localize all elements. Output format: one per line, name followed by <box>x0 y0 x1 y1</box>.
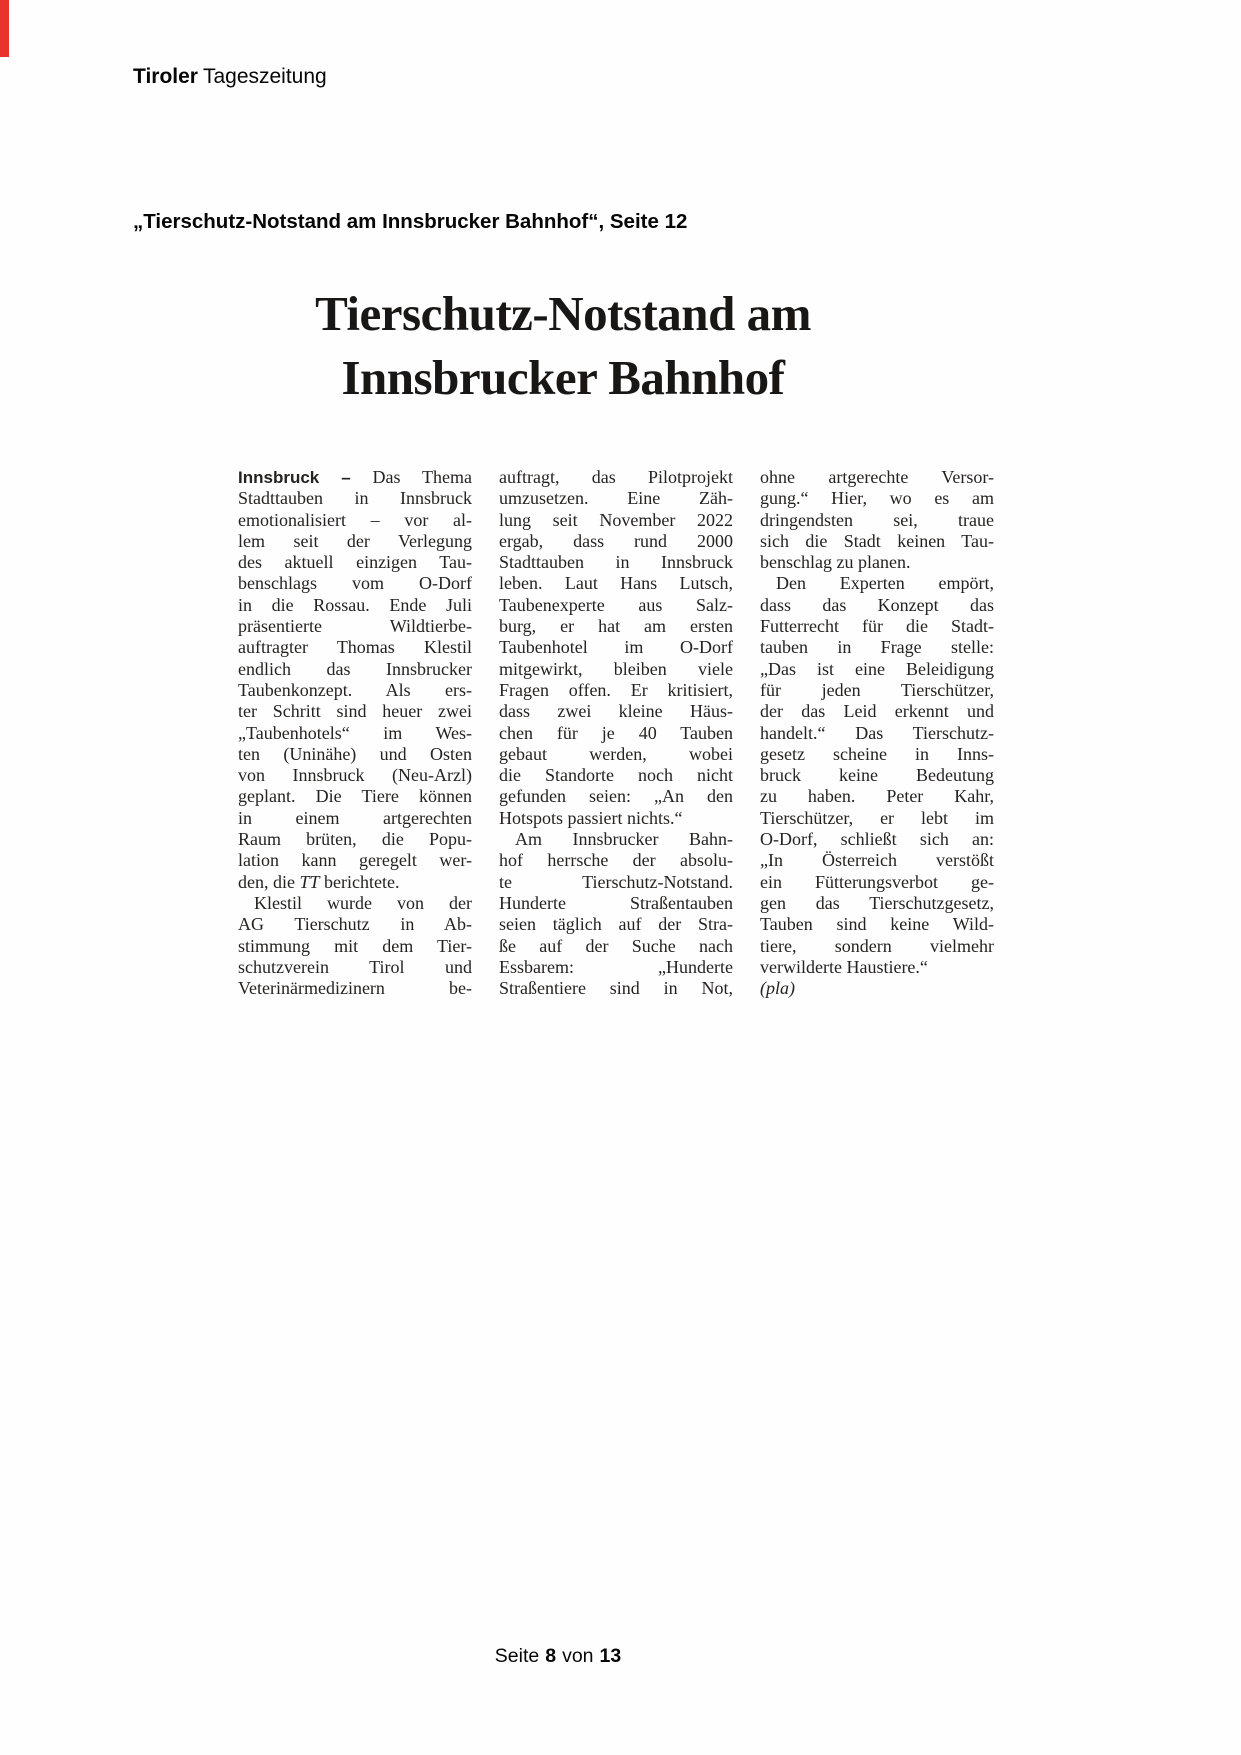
article-line: benschlags vom O-Dorf <box>238 573 472 594</box>
article-line: gefunden seien: „An den <box>499 786 733 807</box>
article-line: dringendsten sei, traue <box>760 509 994 530</box>
article-line: Den Experten empört, <box>776 573 994 594</box>
article-line: ter Schritt sind heuer zwei <box>238 701 472 722</box>
footer-page-indicator <box>0 1645 1116 1668</box>
article-line: te Tierschutz-Notstand. <box>499 871 733 892</box>
article-line: gen das Tierschutzgesetz, <box>760 892 994 913</box>
article-line: zu haben. Peter Kahr, <box>760 786 994 807</box>
masthead-brand-regular: Tageszeitung <box>202 65 327 88</box>
article-line: auftragter Thomas Klestil <box>238 637 472 658</box>
headline-line-1: Tierschutz-Notstand am <box>315 286 811 341</box>
article-line: AG Tierschutz in Ab- <box>238 914 472 935</box>
article-line: der das Leid erkennt und <box>760 701 994 722</box>
article-line: handelt.“ Das Tierschutz- <box>760 722 994 743</box>
footer-label-von: von <box>562 1645 594 1667</box>
article-line: Raum brüten, die Popu- <box>238 829 472 850</box>
article-line: stimmung mit dem Tier- <box>238 935 472 956</box>
article-line: leben. Laut Hans Lutsch, <box>499 573 733 594</box>
article-reference-line: „Tierschutz-Notstand am Innsbrucker Bahnhof“, Seite 12 <box>133 210 688 233</box>
article-line: dass das Konzept das <box>760 594 994 615</box>
article-line: burg, er hat am ersten <box>499 616 733 637</box>
footer-page-number: 8 <box>545 1645 557 1667</box>
article-line: „In Österreich verstößt <box>760 850 994 871</box>
article-line: Tierschützer, er lebt im <box>760 807 994 828</box>
article-line: Hunderte Straßentauben <box>499 892 733 913</box>
article-column <box>499 467 733 999</box>
article-line: Innsbruck – Das Thema <box>238 467 472 487</box>
masthead <box>133 64 327 90</box>
headline-line-2: Innsbrucker Bahnhof <box>341 350 785 405</box>
red-edge-mark <box>0 0 9 57</box>
article-column <box>238 467 472 999</box>
footer-total-pages: 13 <box>599 1645 622 1667</box>
article-line: gung.“ Hier, wo es am <box>760 488 994 509</box>
article-line: gebaut werden, wobei <box>499 743 733 764</box>
article-line: verwilderte Haustiere.“ <box>760 956 928 977</box>
article-line: dass zwei kleine Häus- <box>499 701 733 722</box>
article-line: von Innsbruck (Neu-Arzl) <box>238 765 472 786</box>
article-line: seien täglich auf der Stra- <box>499 914 733 935</box>
masthead-brand-bold: Tiroler <box>133 65 198 88</box>
article-line: des aktuell einzigen Tau- <box>238 552 472 573</box>
article-line: lation kann geregelt wer- <box>238 850 472 871</box>
article-line: bruck keine Bedeutung <box>760 765 994 786</box>
article-headline <box>238 282 888 410</box>
article-line: (pla) <box>760 978 795 999</box>
article-line: umzusetzen. Eine Zäh- <box>499 488 733 509</box>
article-line: tauben in Frage stelle: <box>760 637 994 658</box>
article-line: für jeden Tierschützer, <box>760 679 994 700</box>
article-line: Straßentiere sind in Not, <box>499 978 733 999</box>
article-line: den, die TT berichtete. <box>238 871 400 892</box>
article-line: in einem artgerechten <box>238 807 472 828</box>
footer-label-seite: Seite <box>494 1645 540 1667</box>
article-line: in die Rossau. Ende Juli <box>238 594 472 615</box>
article-line: Taubenkonzept. Als ers- <box>238 679 472 700</box>
article-line: „Das ist eine Beleidigung <box>760 658 994 679</box>
article-line: gesetz scheine in Inns- <box>760 743 994 764</box>
article-line: ein Fütterungsverbot ge- <box>760 871 994 892</box>
article-line: Taubenhotel im O-Dorf <box>499 637 733 658</box>
article-line: lem seit der Verlegung <box>238 530 472 551</box>
article-line: geplant. Die Tiere können <box>238 786 472 807</box>
article-line: hof herrsche der absolu- <box>499 850 733 871</box>
article-line: die Standorte noch nicht <box>499 765 733 786</box>
article-line: Veterinärmedizinern be- <box>238 978 472 999</box>
article-line: Essbarem: „Hunderte <box>499 956 733 977</box>
article-line: O-Dorf, schließt sich an: <box>760 829 994 850</box>
article-line: tiere, sondern vielmehr <box>760 935 994 956</box>
article-column <box>760 467 994 999</box>
article-line: ergab, dass rund 2000 <box>499 530 733 551</box>
article-line: emotionalisiert – vor al- <box>238 509 472 530</box>
article-line: ohne artgerechte Versor- <box>760 467 994 487</box>
article-line: „Taubenhotels“ im Wes- <box>238 722 472 743</box>
article-line: ße auf der Suche nach <box>499 935 733 956</box>
article-line: auftragt, das Pilotprojekt <box>499 467 733 487</box>
article-line: Am Innsbrucker Bahn- <box>515 829 733 850</box>
article-line: präsentierte Wildtierbe- <box>238 616 472 637</box>
article-line: benschlag zu planen. <box>760 552 911 573</box>
article-body <box>238 467 994 999</box>
article-line: Fragen offen. Er kritisiert, <box>499 679 733 700</box>
article-line: Futterrecht für die Stadt- <box>760 616 994 637</box>
article-line: Hotspots passiert nichts.“ <box>499 807 683 828</box>
article-line: Taubenexperte aus Salz- <box>499 594 733 615</box>
article-line: ten (Uninähe) und Osten <box>238 743 472 764</box>
article-line: Stadttauben in Innsbruck <box>499 552 733 573</box>
article-line: Klestil wurde von der <box>254 892 472 913</box>
article-line: endlich das Innsbrucker <box>238 658 472 679</box>
article-line: Tauben sind keine Wild- <box>760 914 994 935</box>
article-line: schutzverein Tirol und <box>238 956 472 977</box>
article-line: lung seit November 2022 <box>499 509 733 530</box>
article-line: Stadttauben in Innsbruck <box>238 488 472 509</box>
article-line: mitgewirkt, bleiben viele <box>499 658 733 679</box>
article-line: chen für je 40 Tauben <box>499 722 733 743</box>
article-line: sich die Stadt keinen Tau- <box>760 530 994 551</box>
